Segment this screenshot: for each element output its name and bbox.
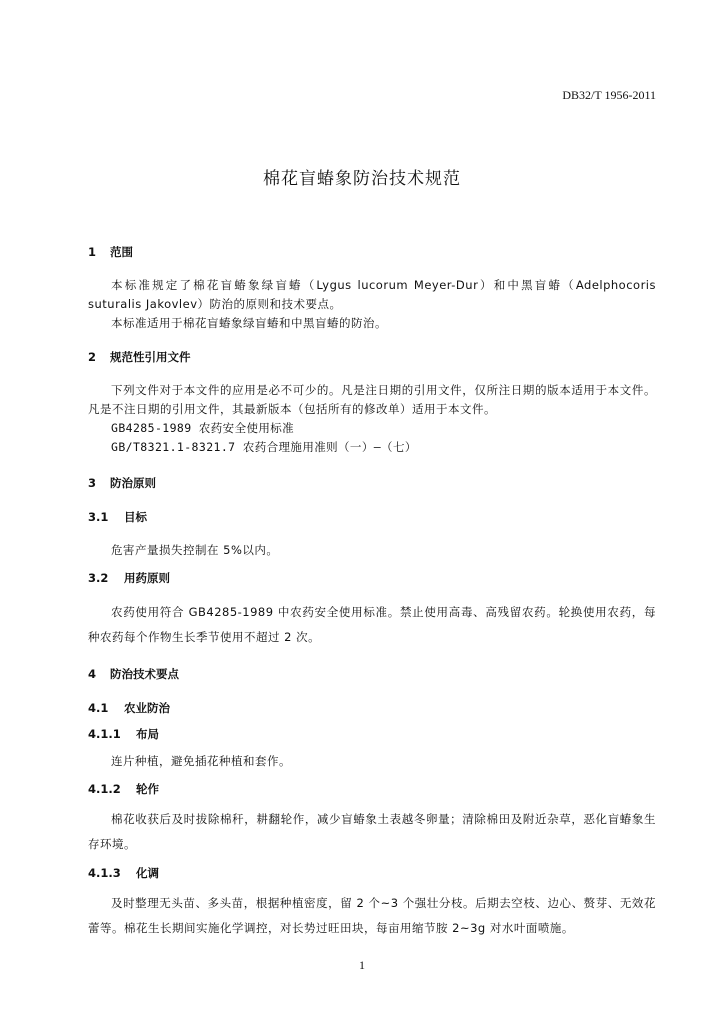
regulation-paragraph: 及时整理无头苗、多头苗，根据种植密度，留 2 个~3 个强壮分枝。后期去空枝、边心、赘芽、无效花蕾等。棉花生长期间实施化学调控，对长势过旺田块，每亩用缩节胺 2~3g 对水叶面喷施。: [88, 896, 656, 935]
section-heading-4: [88, 666, 656, 682]
section-number: 4.1.1: [88, 727, 121, 741]
section-heading-2: [88, 349, 656, 365]
section-number: 4.1: [88, 701, 109, 715]
references-paragraph: 下列文件对于本文件的应用是必不可少的。凡是注日期的引用文件，仅所注日期的版本适用于本文件。凡是不注日期的引用文件，其最新版本（包括所有的修改单）适用于本文件。: [88, 383, 656, 416]
scope-paragraph-1: 本标准规定了棉花盲蝽象绿盲蝽（Lygus lucorum Meyer-Dur）和中黑盲蝽（Adelphocoris suturalis Jakovlev）防治的原则和技术要点。: [88, 278, 656, 311]
section-title: 目标: [124, 510, 148, 524]
section-title: 化调: [136, 866, 160, 880]
section-heading-3: [88, 475, 656, 491]
section-number: 1: [88, 245, 97, 259]
subsection-heading-3-2: [88, 570, 656, 586]
section-title: 防治技术要点: [110, 667, 180, 681]
layout-paragraph: 连片种植，避免插花种植和套作。: [111, 754, 291, 768]
subsection-heading-3-1: [88, 509, 656, 525]
section-title: 规范性引用文件: [110, 350, 191, 364]
section-number: 3.2: [88, 571, 109, 585]
section-title: 布局: [136, 727, 160, 741]
section-number: 4.1.3: [88, 866, 121, 880]
section-number: 3: [88, 476, 97, 490]
section-number: 4: [88, 667, 97, 681]
document-number: DB32/T 1956-2011: [562, 88, 656, 102]
section-number: 3.1: [88, 510, 109, 524]
section-number: 2: [88, 350, 97, 364]
section-title: 轮作: [136, 782, 160, 796]
section-title: 农业防治: [124, 701, 171, 715]
subsection-heading-4-1-2: [88, 781, 656, 797]
section-title: 范围: [110, 245, 134, 259]
goal-paragraph: 危害产量损失控制在 5%以内。: [111, 543, 279, 557]
rotation-paragraph: 棉花收获后及时拔除棉秆，耕翻轮作，减少盲蝽象土表越冬卵量；清除棉田及附近杂草，恶化盲蝽象生存环境。: [88, 812, 656, 851]
reference-item: GB4285-1989 农药安全使用标准: [111, 421, 295, 435]
document-body: [88, 244, 656, 941]
section-title: 用药原则: [124, 571, 171, 585]
page-number: 1: [359, 958, 365, 972]
section-number: 4.1.2: [88, 782, 121, 796]
subsection-heading-4-1: [88, 700, 656, 716]
subsection-heading-4-1-3: [88, 865, 656, 881]
section-title: 防治原则: [110, 476, 157, 490]
scope-paragraph-2: 本标准适用于棉花盲蝽象绿盲蝽和中黑盲蝽的防治。: [111, 316, 387, 330]
document-title: 棉花盲蝽象防治技术规范: [263, 169, 461, 189]
section-heading-1: [88, 244, 656, 260]
reference-item: GB/T8321.1-8321.7 农药合理施用准则（一）—（七）: [111, 440, 417, 454]
pesticide-principle-paragraph: 农药使用符合 GB4285-1989 中农药安全使用标准。禁止使用高毒、高残留农药。轮换使用农药，每种农药每个作物生长季节使用不超过 2 次。: [88, 605, 656, 644]
subsection-heading-4-1-1: [88, 726, 656, 742]
